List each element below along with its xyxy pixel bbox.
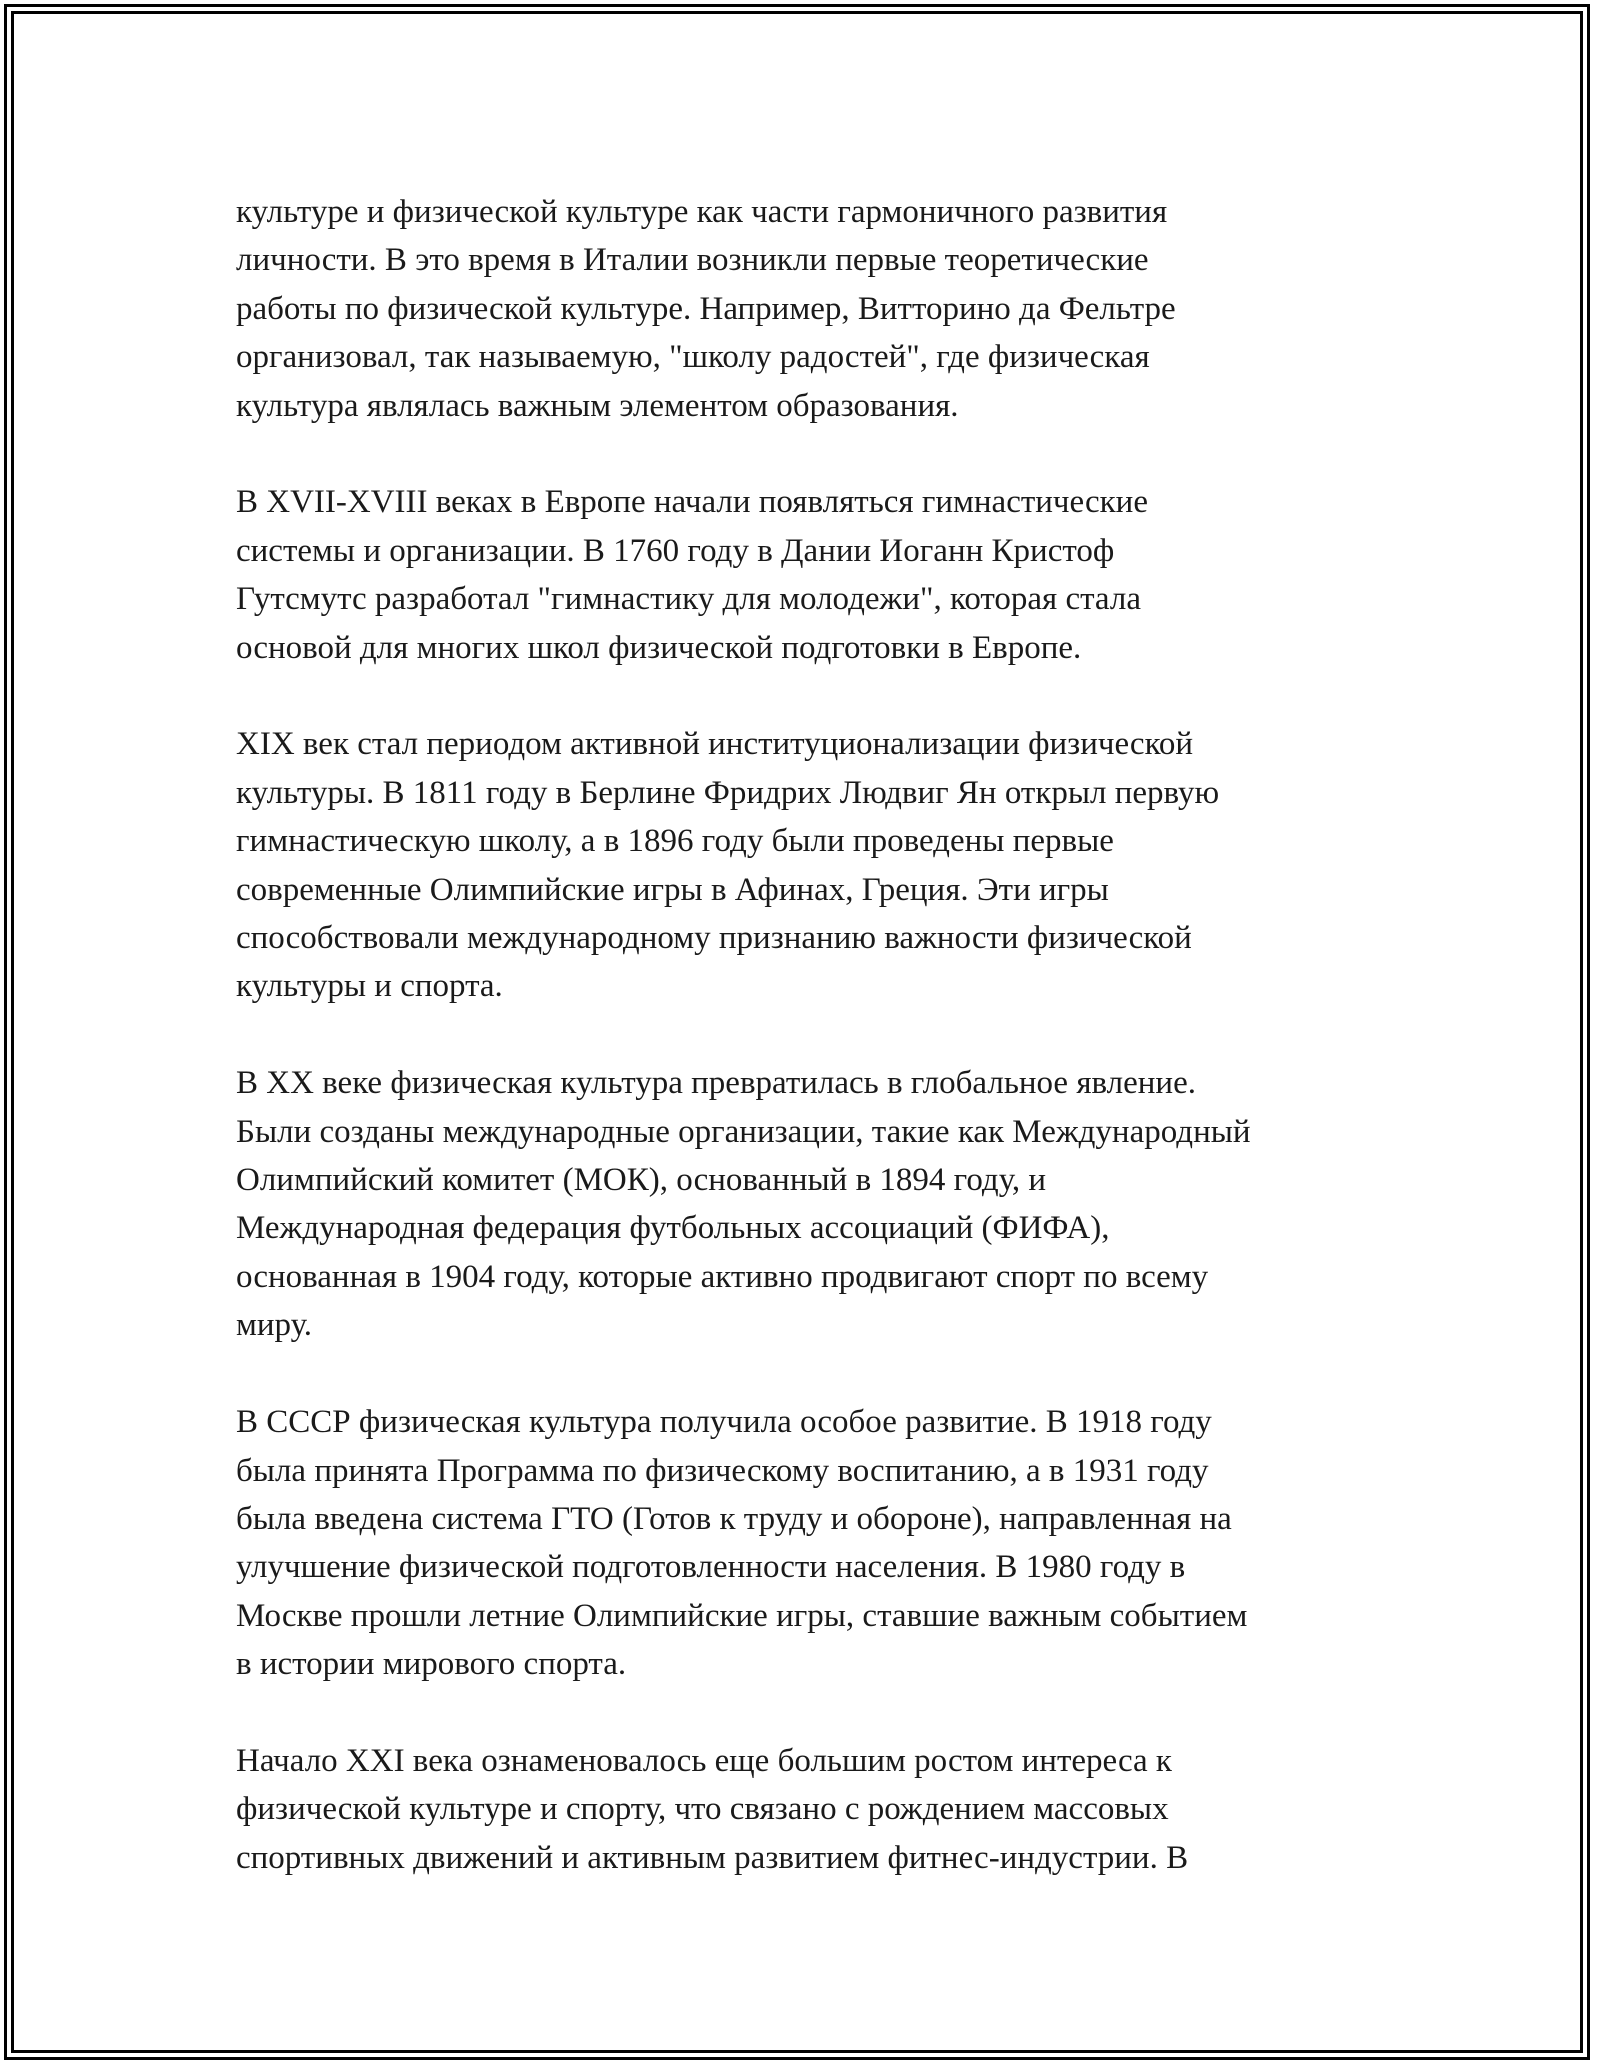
paragraph bbox=[236, 1737, 1396, 1882]
paragraph bbox=[236, 720, 1396, 1010]
text-line: работы по физической культуре. Например, Витторино да Фельтре bbox=[236, 290, 1176, 327]
text-line: В СССР физическая культура получила особое развитие. В 1918 году bbox=[236, 1404, 1212, 1441]
text-line: современные Олимпийские игры в Афинах, Греция. Эти игры bbox=[236, 871, 1109, 908]
text-line: гимнастическую школу, а в 1896 году были проведены первые bbox=[236, 823, 1114, 860]
text-line: В XX веке физическая культура превратилась в глобальное явление. bbox=[236, 1065, 1196, 1102]
text-line: была введена система ГТО (Готов к труду и обороне), направленная на bbox=[236, 1500, 1232, 1537]
text-line: В XVII-XVIII веках в Европе начали появляться гимнастические bbox=[236, 484, 1148, 521]
text-line: личности. В это время в Италии возникли первые теоретические bbox=[236, 242, 1149, 279]
paragraph bbox=[236, 478, 1396, 672]
text-line: культуре и физической культуре как части гармоничного развития bbox=[236, 194, 1168, 230]
text-line: организовал, так называемую, "школу радостей", где физическая bbox=[236, 339, 1150, 376]
text-line: основанная в 1904 году, которые активно продвигают спорт по всему bbox=[236, 1258, 1209, 1295]
text-line: культуры. В 1811 году в Берлине Фридрих Людвиг Ян открыл первую bbox=[236, 774, 1220, 811]
text-line: была принята Программа по физическому воспитанию, а в 1931 году bbox=[236, 1452, 1209, 1489]
text-line: основой для многих школ физической подготовки в Европе. bbox=[236, 629, 1082, 666]
text-line: миру. bbox=[236, 1307, 313, 1344]
text-line: Начало XXI века ознаменовалось еще большим ростом интереса к bbox=[236, 1742, 1172, 1779]
text-line: системы и организации. В 1760 году в Дании Иоганн Кристоф bbox=[236, 532, 1115, 569]
text-line: Были созданы международные организации, такие как Международный bbox=[236, 1113, 1251, 1150]
text-line: улучшение физической подготовленности населения. В 1980 году в bbox=[236, 1549, 1186, 1586]
text-line: физической культуре и спорту, что связано с рождением массовых bbox=[236, 1791, 1169, 1828]
text-line: культуры и спорта. bbox=[236, 968, 503, 1005]
text-line: Москве прошли летние Олимпийские игры, ставшие важным событием bbox=[236, 1597, 1248, 1634]
text-line: в истории мирового спорта. bbox=[236, 1646, 627, 1683]
text-line: XIX век стал периодом активной институционализации физической bbox=[236, 726, 1194, 763]
paragraph bbox=[236, 188, 1396, 430]
paragraph bbox=[236, 1398, 1396, 1688]
text-line: Гутсмутс разработал "гимнастику для молодежи", которая стала bbox=[236, 581, 1141, 618]
text-line: Международная федерация футбольных ассоциаций (ФИФА), bbox=[236, 1210, 1110, 1247]
text-line: Олимпийский комитет (МОК), основанный в 1894 году, и bbox=[236, 1162, 1047, 1199]
text-line: способствовали международному признанию важности физической bbox=[236, 920, 1192, 957]
paragraph bbox=[236, 1059, 1396, 1349]
document-body bbox=[236, 188, 1396, 1931]
text-line: спортивных движений и активным развитием фитнес-индустрии. В bbox=[236, 1839, 1189, 1876]
text-line: культура являлась важным элементом образования. bbox=[236, 387, 959, 424]
